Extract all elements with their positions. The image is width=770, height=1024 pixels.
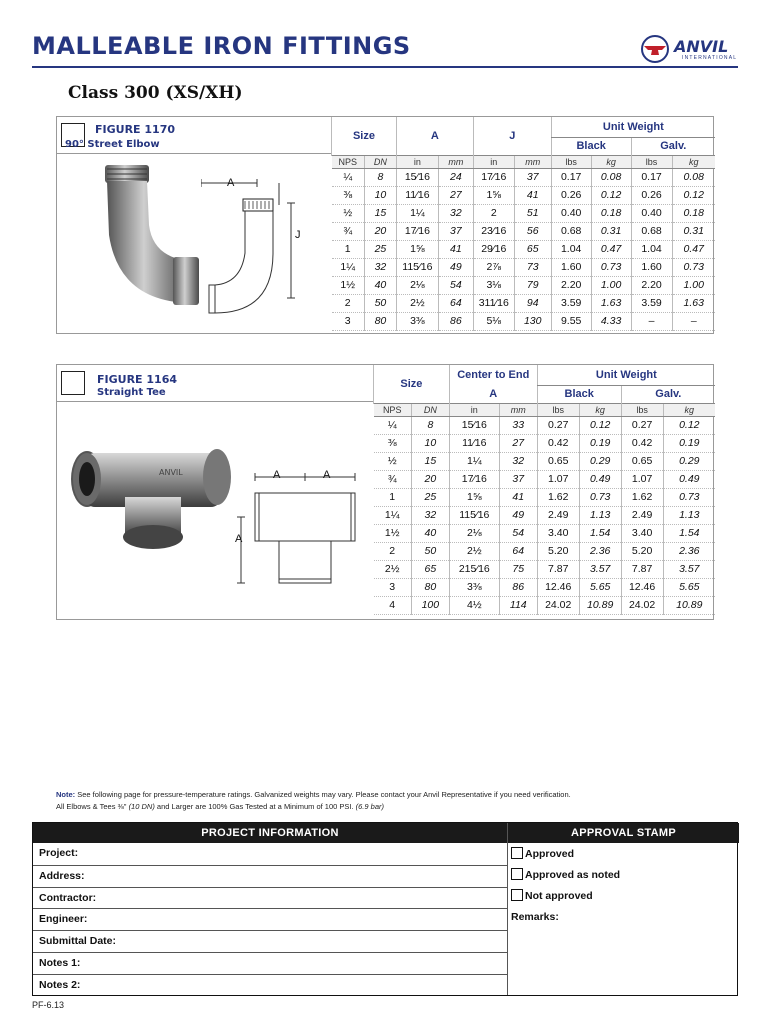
- header-unit-weight: Unit Weight: [551, 117, 715, 137]
- table-cell: 41: [514, 186, 551, 204]
- table-cell: 73: [514, 258, 551, 276]
- table-cell: 17⁄16: [396, 222, 438, 240]
- table-row: [332, 222, 716, 240]
- table-cell: ½: [332, 204, 365, 222]
- unit-cell: NPS: [332, 155, 365, 168]
- not-approved-checkbox[interactable]: [511, 889, 523, 901]
- table-cell: 75: [499, 560, 537, 578]
- unit-cell: mm: [499, 403, 537, 416]
- table-cell: 37: [514, 168, 551, 186]
- project-field-notes-1[interactable]: Notes 1:: [33, 952, 507, 973]
- table-cell: 1¼: [449, 452, 499, 470]
- table-cell: 11⁄16: [449, 434, 499, 452]
- dim-j-label: J: [295, 229, 301, 241]
- unit-cell: in: [396, 155, 438, 168]
- table-row: [374, 560, 716, 578]
- table-cell: 86: [499, 578, 537, 596]
- table-cell: 1⅝: [473, 186, 514, 204]
- logo-text: ANVIL: [674, 37, 729, 56]
- note-text: See following page for pressure-temperature ratings. Galvanized weights may vary. Please contact your Anvil Representative if you need verification.: [75, 790, 571, 799]
- table-cell: 0.18: [591, 204, 631, 222]
- table-row: [374, 470, 716, 488]
- table-cell: 25: [364, 240, 396, 258]
- table-cell: ⅜: [374, 434, 412, 452]
- table-cell: 1.00: [591, 276, 631, 294]
- table-cell: 40: [411, 524, 449, 542]
- note-line-2-text: All Elbows & Tees ⅜": [56, 802, 129, 811]
- project-field-address[interactable]: Address:: [33, 865, 507, 886]
- table-cell: 3: [374, 578, 412, 596]
- table-cell: 1.60: [631, 258, 672, 276]
- table-cell: 2: [473, 204, 514, 222]
- table-cell: 5.65: [579, 578, 621, 596]
- project-field-engineer[interactable]: Engineer:: [33, 908, 507, 929]
- table-cell: 1.04: [631, 240, 672, 258]
- table-cell: 1.54: [579, 524, 621, 542]
- table-cell: 86: [438, 312, 473, 330]
- approved-as-noted-label: Approved as noted: [525, 869, 621, 881]
- not-approved-label: Not approved: [525, 890, 593, 902]
- unit-cell: lbs: [631, 155, 672, 168]
- approved-label: Approved: [525, 848, 575, 860]
- table-cell: 0.17: [551, 168, 591, 186]
- table-cell: 49: [499, 506, 537, 524]
- table-cell: 114: [499, 596, 537, 614]
- table-cell: 1½: [374, 524, 412, 542]
- table-cell: 5.20: [621, 542, 663, 560]
- table-cell: 10: [411, 434, 449, 452]
- table-cell: 17⁄16: [449, 470, 499, 488]
- note-line-1: [56, 790, 571, 799]
- table-cell: 11⁄16: [396, 186, 438, 204]
- remarks-label: Remarks:: [511, 911, 559, 923]
- project-field-notes-2[interactable]: Notes 2:: [33, 974, 507, 995]
- table-cell: 20: [364, 222, 396, 240]
- table-cell: 1½: [332, 276, 365, 294]
- table-cell: 1.60: [551, 258, 591, 276]
- table-cell: 23⁄16: [473, 222, 514, 240]
- figure-1164-divider: [57, 401, 373, 402]
- remarks-field[interactable]: [507, 911, 739, 923]
- table-cell: ¼: [332, 168, 365, 186]
- logo-subtext: INTERNATIONAL: [682, 55, 738, 61]
- table-cell: 54: [499, 524, 537, 542]
- header-a: A: [449, 385, 537, 403]
- unit-cell: NPS: [374, 403, 412, 416]
- table-cell: 24: [438, 168, 473, 186]
- table-cell: ⅜: [332, 186, 365, 204]
- table-row: [332, 240, 716, 258]
- table-cell: 5⅛: [473, 312, 514, 330]
- table-cell: 32: [364, 258, 396, 276]
- table-cell: 115⁄16: [449, 506, 499, 524]
- figure-1164-table: [373, 365, 715, 615]
- header-a: A: [396, 117, 473, 155]
- svg-text:ANVIL: ANVIL: [159, 468, 183, 477]
- table-cell: 0.12: [579, 416, 621, 434]
- table-row: [332, 258, 716, 276]
- table-row: [374, 416, 716, 434]
- figure-1164-checkbox[interactable]: [61, 371, 85, 395]
- table-cell: 1.54: [663, 524, 715, 542]
- dim-a-left-label: A: [273, 469, 281, 481]
- table-cell: 3: [332, 312, 365, 330]
- table-cell: 2.49: [537, 506, 579, 524]
- approved-as-noted-option[interactable]: [507, 868, 739, 881]
- table-cell: 0.12: [591, 186, 631, 204]
- table-cell: 50: [364, 294, 396, 312]
- table-row: [332, 186, 716, 204]
- table-cell: 1.04: [551, 240, 591, 258]
- page-code: PF-6.13: [32, 1000, 65, 1010]
- table-cell: 41: [499, 488, 537, 506]
- table-cell: 27: [499, 434, 537, 452]
- units-row: [374, 403, 716, 416]
- table-cell: 1⅝: [396, 240, 438, 258]
- table-cell: 10.89: [663, 596, 715, 614]
- table-cell: 0.26: [631, 186, 672, 204]
- table-cell: 51: [514, 204, 551, 222]
- table-row: [374, 488, 716, 506]
- table-cell: 0.73: [591, 258, 631, 276]
- table-cell: 0.17: [631, 168, 672, 186]
- table-cell: 1⅝: [449, 488, 499, 506]
- table-cell: 54: [438, 276, 473, 294]
- table-cell: 3.59: [551, 294, 591, 312]
- table-cell: 0.42: [621, 434, 663, 452]
- note-line-2-text-b: and Larger are 100% Gas Tested at a Minimum of 100 PSI.: [154, 802, 356, 811]
- table-cell: –: [672, 312, 715, 330]
- table-cell: 1.13: [579, 506, 621, 524]
- table-cell: 8: [411, 416, 449, 434]
- table-cell: 0.49: [663, 470, 715, 488]
- table-cell: 0.68: [551, 222, 591, 240]
- table-cell: 0.42: [537, 434, 579, 452]
- note-line-2: [56, 802, 384, 811]
- table-cell: ¾: [374, 470, 412, 488]
- table-row: [374, 596, 716, 614]
- note-label: Note:: [56, 790, 76, 799]
- table-cell: 65: [411, 560, 449, 578]
- note-line-2-dn: (10 DN): [128, 802, 155, 811]
- table-cell: 0.19: [663, 434, 715, 452]
- table-cell: 2⅞: [473, 258, 514, 276]
- table-row: [374, 524, 716, 542]
- unit-cell: kg: [579, 403, 621, 416]
- figure-1164-name: Straight Tee: [97, 387, 166, 398]
- figure-1170-title: FIGURE 1170: [95, 123, 175, 136]
- table-cell: 2½: [449, 542, 499, 560]
- table-row: [332, 204, 716, 222]
- table-cell: 1¼: [374, 506, 412, 524]
- header-galv: Galv.: [631, 137, 715, 155]
- table-cell: 9.55: [551, 312, 591, 330]
- table-cell: 40: [364, 276, 396, 294]
- table-cell: 5.65: [663, 578, 715, 596]
- table-cell: 1: [374, 488, 412, 506]
- unit-cell: mm: [514, 155, 551, 168]
- table-cell: 0.29: [663, 452, 715, 470]
- dim-a-label: A: [227, 177, 235, 189]
- unit-cell: in: [449, 403, 499, 416]
- table-cell: 5.20: [537, 542, 579, 560]
- figure-1164-title: FIGURE 1164: [97, 373, 177, 386]
- figure-1170-table: [331, 117, 715, 331]
- table-row: [332, 312, 716, 330]
- table-row: [374, 452, 716, 470]
- table-cell: 80: [411, 578, 449, 596]
- table-cell: 3⅛: [473, 276, 514, 294]
- unit-cell: lbs: [537, 403, 579, 416]
- table-cell: 50: [411, 542, 449, 560]
- table-cell: 2.36: [663, 542, 715, 560]
- table-cell: 2⅛: [449, 524, 499, 542]
- project-field-contractor[interactable]: Contractor:: [33, 887, 507, 908]
- dim-a-right-label: A: [323, 469, 331, 481]
- table-cell: 100: [411, 596, 449, 614]
- table-cell: 1.63: [672, 294, 715, 312]
- table-cell: 27: [438, 186, 473, 204]
- figure-1170-name: 90° Street Elbow: [65, 139, 160, 150]
- unit-cell: in: [473, 155, 514, 168]
- project-field-submittal-date[interactable]: Submittal Date:: [33, 930, 507, 951]
- header-j: J: [473, 117, 551, 155]
- header-center-to-end: Center to End: [449, 365, 537, 385]
- table-cell: 0.73: [672, 258, 715, 276]
- table-cell: 0.31: [591, 222, 631, 240]
- table-cell: 1.00: [672, 276, 715, 294]
- table-row: [374, 542, 716, 560]
- table-cell: 10: [364, 186, 396, 204]
- table-cell: 0.12: [663, 416, 715, 434]
- table-cell: 12.46: [537, 578, 579, 596]
- table-cell: 33: [499, 416, 537, 434]
- table-row: [374, 578, 716, 596]
- table-cell: 0.31: [672, 222, 715, 240]
- table-cell: 56: [514, 222, 551, 240]
- table-cell: 29⁄16: [473, 240, 514, 258]
- approved-checkbox[interactable]: [511, 847, 523, 859]
- unit-cell: DN: [411, 403, 449, 416]
- table-cell: 2: [332, 294, 365, 312]
- table-cell: 3⅜: [449, 578, 499, 596]
- unit-cell: kg: [663, 403, 715, 416]
- table-cell: 0.27: [621, 416, 663, 434]
- class-subtitle: Class 300 (XS/XH): [68, 83, 243, 103]
- table-cell: 1.07: [537, 470, 579, 488]
- table-cell: 0.40: [551, 204, 591, 222]
- table-cell: 3.57: [579, 560, 621, 578]
- table-cell: 0.49: [579, 470, 621, 488]
- header-size: Size: [332, 117, 397, 155]
- table-cell: ¾: [332, 222, 365, 240]
- header-galv: Galv.: [621, 385, 715, 403]
- table-cell: –: [631, 312, 672, 330]
- table-row: [332, 294, 716, 312]
- table-cell: 130: [514, 312, 551, 330]
- unit-cell: DN: [364, 155, 396, 168]
- table-cell: 94: [514, 294, 551, 312]
- table-cell: 12.46: [621, 578, 663, 596]
- table-cell: 2.20: [631, 276, 672, 294]
- table-row: [374, 506, 716, 524]
- figure-1170-divider: [57, 153, 331, 154]
- table-cell: 0.29: [579, 452, 621, 470]
- table-cell: 2.20: [551, 276, 591, 294]
- table-cell: 64: [499, 542, 537, 560]
- table-row: [332, 276, 716, 294]
- header-size: Size: [374, 365, 450, 403]
- header-rule: [32, 66, 738, 68]
- unit-cell: lbs: [621, 403, 663, 416]
- table-cell: 1¼: [396, 204, 438, 222]
- table-cell: 0.65: [537, 452, 579, 470]
- table-cell: 15: [411, 452, 449, 470]
- figure-1164-panel: [56, 364, 714, 620]
- table-cell: 4: [374, 596, 412, 614]
- dim-a-vertical-label: A: [235, 533, 243, 545]
- header-black: Black: [537, 385, 621, 403]
- table-row: [332, 168, 716, 186]
- table-cell: 1.63: [591, 294, 631, 312]
- table-cell: 65: [514, 240, 551, 258]
- header-black: Black: [551, 137, 631, 155]
- table-cell: 10.89: [579, 596, 621, 614]
- table-cell: 0.40: [631, 204, 672, 222]
- table-cell: 0.65: [621, 452, 663, 470]
- table-cell: 1: [332, 240, 365, 258]
- table-cell: 25: [411, 488, 449, 506]
- table-cell: 7.87: [621, 560, 663, 578]
- project-info-form: [32, 822, 738, 996]
- table-cell: 7.87: [537, 560, 579, 578]
- table-cell: 32: [411, 506, 449, 524]
- table-cell: 49: [438, 258, 473, 276]
- table-cell: 37: [438, 222, 473, 240]
- table-cell: 0.73: [663, 488, 715, 506]
- table-cell: 1.07: [621, 470, 663, 488]
- approved-option[interactable]: [507, 847, 739, 860]
- table-cell: ½: [374, 452, 412, 470]
- table-cell: 17⁄16: [473, 168, 514, 186]
- project-field-project[interactable]: Project:: [39, 847, 79, 859]
- not-approved-option[interactable]: [507, 889, 739, 902]
- table-cell: 2½: [374, 560, 412, 578]
- unit-cell: mm: [438, 155, 473, 168]
- table-cell: 32: [499, 452, 537, 470]
- table-cell: 2: [374, 542, 412, 560]
- table-cell: 0.47: [591, 240, 631, 258]
- table-cell: 0.27: [537, 416, 579, 434]
- table-cell: ¼: [374, 416, 412, 434]
- table-row: [374, 434, 716, 452]
- table-cell: 1¼: [332, 258, 365, 276]
- unit-cell: lbs: [551, 155, 591, 168]
- table-cell: 41: [438, 240, 473, 258]
- figure-1170-panel: [56, 116, 714, 334]
- table-cell: 20: [411, 470, 449, 488]
- table-cell: 115⁄16: [396, 258, 438, 276]
- table-cell: 15⁄16: [449, 416, 499, 434]
- table-cell: 3.57: [663, 560, 715, 578]
- table-cell: 0.47: [672, 240, 715, 258]
- table-cell: 0.19: [579, 434, 621, 452]
- table-cell: 2.36: [579, 542, 621, 560]
- table-cell: 37: [499, 470, 537, 488]
- table-cell: 0.12: [672, 186, 715, 204]
- table-cell: 24.02: [621, 596, 663, 614]
- units-row: [332, 155, 716, 168]
- unit-cell: kg: [672, 155, 715, 168]
- header-unit-weight: Unit Weight: [537, 365, 715, 385]
- table-cell: 15: [364, 204, 396, 222]
- table-cell: 2⅛: [396, 276, 438, 294]
- table-cell: 2½: [396, 294, 438, 312]
- table-cell: 0.73: [579, 488, 621, 506]
- table-cell: 311⁄16: [473, 294, 514, 312]
- table-cell: 0.68: [631, 222, 672, 240]
- table-cell: 3.40: [621, 524, 663, 542]
- table-cell: 3.40: [537, 524, 579, 542]
- table-cell: 80: [364, 312, 396, 330]
- table-cell: 2.49: [621, 506, 663, 524]
- table-cell: 8: [364, 168, 396, 186]
- table-cell: 3.59: [631, 294, 672, 312]
- unit-cell: kg: [591, 155, 631, 168]
- approval-stamp-header: APPROVAL STAMP: [507, 823, 739, 843]
- table-cell: 15⁄16: [396, 168, 438, 186]
- table-cell: 32: [438, 204, 473, 222]
- table-cell: 79: [514, 276, 551, 294]
- table-cell: 4½: [449, 596, 499, 614]
- approved-as-noted-checkbox[interactable]: [511, 868, 523, 880]
- table-cell: 0.08: [591, 168, 631, 186]
- page-title: MALLEABLE IRON FITTINGS: [32, 32, 411, 60]
- table-cell: 0.26: [551, 186, 591, 204]
- table-cell: 1.62: [537, 488, 579, 506]
- table-cell: 0.18: [672, 204, 715, 222]
- table-cell: 215⁄16: [449, 560, 499, 578]
- note-line-2-bar: (6.9 bar): [355, 802, 384, 811]
- table-cell: 0.08: [672, 168, 715, 186]
- table-cell: 1.62: [621, 488, 663, 506]
- table-cell: 64: [438, 294, 473, 312]
- table-cell: 24.02: [537, 596, 579, 614]
- table-cell: 3⅜: [396, 312, 438, 330]
- anvil-logo: [638, 34, 738, 64]
- project-info-header: PROJECT INFORMATION: [33, 823, 507, 843]
- table-cell: 4.33: [591, 312, 631, 330]
- anvil-icon: [638, 34, 674, 64]
- table-cell: 1.13: [663, 506, 715, 524]
